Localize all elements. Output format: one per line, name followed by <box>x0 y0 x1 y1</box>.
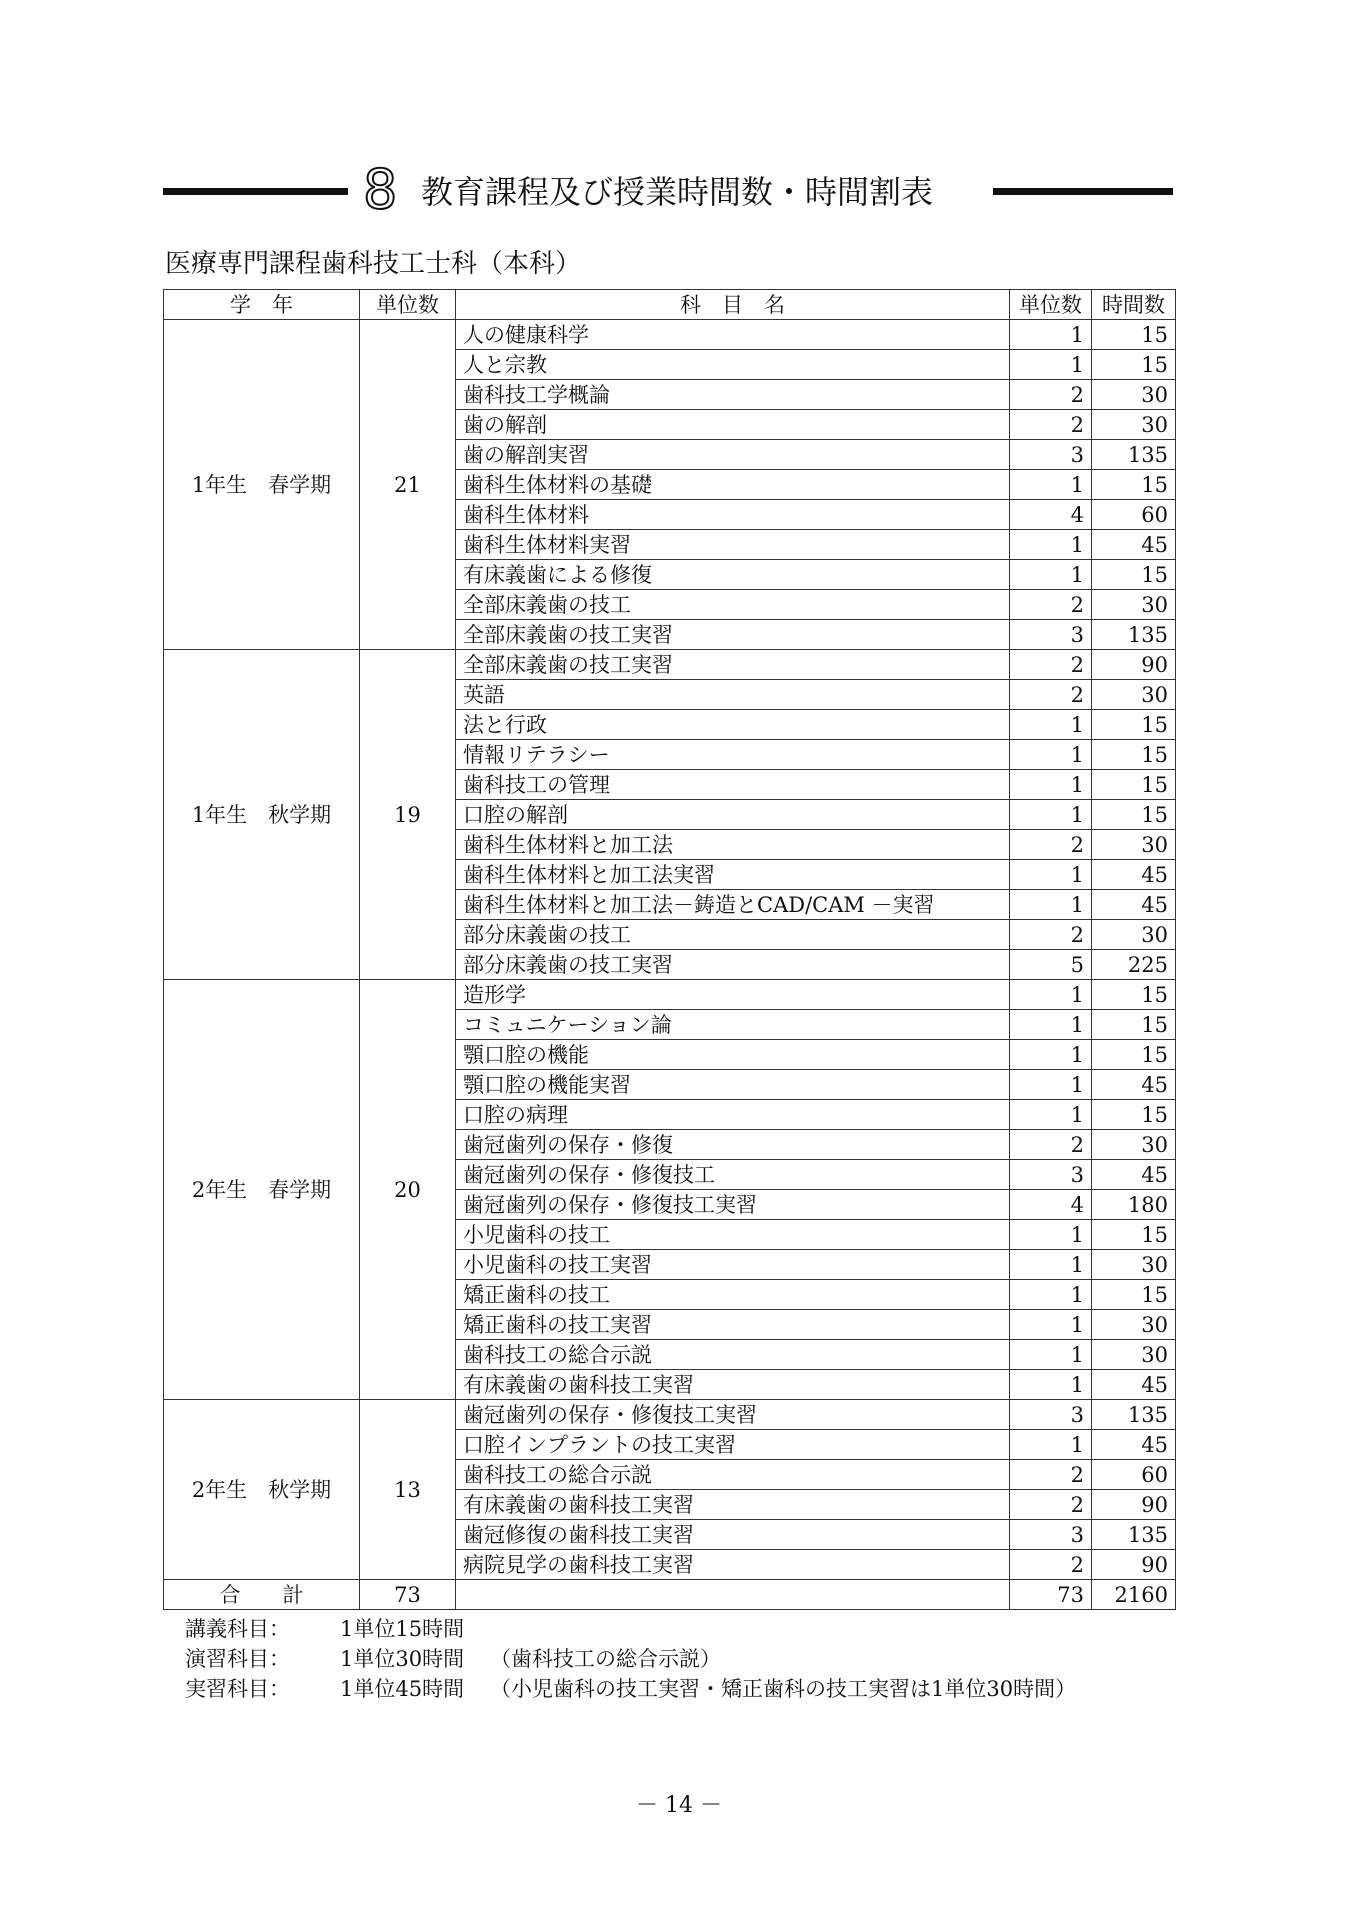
subject-cell: 顎口腔の機能 <box>456 1040 1010 1070</box>
subject-cell: 部分床義歯の技工実習 <box>456 950 1010 980</box>
hours-cell: 180 <box>1092 1190 1176 1220</box>
subject-units-cell: 2 <box>1010 650 1092 680</box>
section-number: 8 <box>363 158 398 221</box>
subject-cell: 歯冠修復の歯科技工実習 <box>456 1520 1010 1550</box>
subject-units-cell: 1 <box>1010 1340 1092 1370</box>
subject-units-cell: 1 <box>1010 800 1092 830</box>
subject-units-cell: 1 <box>1010 1100 1092 1130</box>
subject-cell: 歯の解剖実習 <box>456 440 1010 470</box>
note-value: 1単位30時間 <box>340 1647 465 1671</box>
hours-cell: 30 <box>1092 1250 1176 1280</box>
term-units-cell: 13 <box>360 1400 456 1580</box>
subject-units-cell: 2 <box>1010 1490 1092 1520</box>
subject-cell: 口腔の解剖 <box>456 800 1010 830</box>
subject-units-cell: 1 <box>1010 890 1092 920</box>
subject-cell: 全部床義歯の技工実習 <box>456 650 1010 680</box>
table-header-row <box>164 290 1176 320</box>
hours-cell: 45 <box>1092 1370 1176 1400</box>
subject-cell: 人と宗教 <box>456 350 1010 380</box>
subject-units-cell: 2 <box>1010 380 1092 410</box>
subject-units-cell: 1 <box>1010 1250 1092 1280</box>
subject-units-cell: 5 <box>1010 950 1092 980</box>
subject-units-cell: 1 <box>1010 350 1092 380</box>
subject-cell: 歯科生体材料実習 <box>456 530 1010 560</box>
subject-cell: 有床義歯の歯科技工実習 <box>456 1490 1010 1520</box>
hours-cell: 45 <box>1092 1430 1176 1460</box>
hours-cell: 30 <box>1092 410 1176 440</box>
subject-cell: 歯冠歯列の保存・修復技工実習 <box>456 1400 1010 1430</box>
note-exercise <box>185 1644 1076 1674</box>
hours-cell: 15 <box>1092 470 1176 500</box>
subject-cell: 情報リテラシー <box>456 740 1010 770</box>
subject-cell: 歯の解剖 <box>456 410 1010 440</box>
table-body <box>164 320 1176 1580</box>
subject-cell: 造形学 <box>456 980 1010 1010</box>
subject-units-cell: 2 <box>1010 590 1092 620</box>
hours-cell: 30 <box>1092 1310 1176 1340</box>
total-row <box>164 1580 1176 1610</box>
table-row <box>164 320 1176 350</box>
subject-units-cell: 2 <box>1010 1460 1092 1490</box>
table-row <box>164 650 1176 680</box>
subject-units-cell: 1 <box>1010 1010 1092 1040</box>
hours-cell: 90 <box>1092 1490 1176 1520</box>
hours-cell: 45 <box>1092 1070 1176 1100</box>
subject-cell: 全部床義歯の技工 <box>456 590 1010 620</box>
subject-cell: 歯科生体材料と加工法 <box>456 830 1010 860</box>
hours-cell: 225 <box>1092 950 1176 980</box>
hours-cell: 30 <box>1092 1130 1176 1160</box>
subject-units-cell: 1 <box>1010 860 1092 890</box>
subject-cell: 法と行政 <box>456 710 1010 740</box>
subject-cell: 有床義歯の歯科技工実習 <box>456 1370 1010 1400</box>
hours-cell: 15 <box>1092 1100 1176 1130</box>
subject-cell: 顎口腔の機能実習 <box>456 1070 1010 1100</box>
subject-units-cell: 1 <box>1010 1040 1092 1070</box>
hours-cell: 15 <box>1092 1010 1176 1040</box>
subject-units-cell: 4 <box>1010 1190 1092 1220</box>
subject-units-cell: 1 <box>1010 1430 1092 1460</box>
subject-units-cell: 1 <box>1010 320 1092 350</box>
subject-units-cell: 1 <box>1010 470 1092 500</box>
term-units-cell: 19 <box>360 650 456 980</box>
subject-cell: 有床義歯による修復 <box>456 560 1010 590</box>
hours-cell: 45 <box>1092 530 1176 560</box>
term-cell: 2年生 春学期 <box>164 980 360 1400</box>
hours-cell: 135 <box>1092 620 1176 650</box>
header-subject-units: 単位数 <box>1010 290 1092 320</box>
total-subject-units: 73 <box>1010 1580 1092 1610</box>
header-subject: 科 目 名 <box>456 290 1010 320</box>
section-title: 教育課程及び授業時間数・時間割表 <box>421 173 934 211</box>
subject-units-cell: 1 <box>1010 770 1092 800</box>
subject-units-cell: 1 <box>1010 1370 1092 1400</box>
term-units-cell: 21 <box>360 320 456 650</box>
subject-units-cell: 1 <box>1010 980 1092 1010</box>
subject-units-cell: 2 <box>1010 410 1092 440</box>
subject-cell: 英語 <box>456 680 1010 710</box>
header-rule-left <box>163 188 348 195</box>
hours-cell: 15 <box>1092 1220 1176 1250</box>
hours-cell: 45 <box>1092 860 1176 890</box>
hours-cell: 30 <box>1092 590 1176 620</box>
subject-units-cell: 2 <box>1010 1130 1092 1160</box>
note-label: 実習科目： <box>185 1677 290 1701</box>
subject-units-cell: 1 <box>1010 710 1092 740</box>
subject-units-cell: 3 <box>1010 620 1092 650</box>
hours-cell: 15 <box>1092 740 1176 770</box>
subject-units-cell: 1 <box>1010 740 1092 770</box>
hours-cell: 15 <box>1092 1280 1176 1310</box>
header-units: 単位数 <box>360 290 456 320</box>
subject-cell: 矯正歯科の技工実習 <box>456 1310 1010 1340</box>
note-extra: （小児歯科の技工実習・矯正歯科の技工実習は1単位30時間） <box>490 1677 1077 1701</box>
hours-cell: 15 <box>1092 320 1176 350</box>
hours-cell: 15 <box>1092 980 1176 1010</box>
section-header <box>163 160 1173 224</box>
subject-units-cell: 1 <box>1010 1310 1092 1340</box>
subject-cell: 小児歯科の技工 <box>456 1220 1010 1250</box>
subject-units-cell: 3 <box>1010 440 1092 470</box>
subject-units-cell: 1 <box>1010 1220 1092 1250</box>
hours-cell: 135 <box>1092 440 1176 470</box>
term-cell: 2年生 秋学期 <box>164 1400 360 1580</box>
hours-cell: 15 <box>1092 350 1176 380</box>
header-hours: 時間数 <box>1092 290 1176 320</box>
subject-cell: 病院見学の歯科技工実習 <box>456 1550 1010 1580</box>
subject-units-cell: 2 <box>1010 920 1092 950</box>
total-hours: 2160 <box>1092 1580 1176 1610</box>
total-label: 合 計 <box>164 1580 360 1610</box>
hours-cell: 135 <box>1092 1520 1176 1550</box>
subject-units-cell: 2 <box>1010 1550 1092 1580</box>
subject-cell: 歯冠歯列の保存・修復技工実習 <box>456 1190 1010 1220</box>
subject-cell: 矯正歯科の技工 <box>456 1280 1010 1310</box>
subject-cell: 人の健康科学 <box>456 320 1010 350</box>
subject-cell: 歯科技工の総合示説 <box>456 1340 1010 1370</box>
subject-cell: 歯科技工の総合示説 <box>456 1460 1010 1490</box>
subject-units-cell: 3 <box>1010 1520 1092 1550</box>
subject-cell: 歯科生体材料 <box>456 500 1010 530</box>
subject-units-cell: 1 <box>1010 530 1092 560</box>
table-row <box>164 1400 1176 1430</box>
hours-cell: 90 <box>1092 650 1176 680</box>
subject-units-cell: 2 <box>1010 830 1092 860</box>
total-subject-empty <box>456 1580 1010 1610</box>
curriculum-table <box>163 289 1176 1610</box>
subject-cell: 小児歯科の技工実習 <box>456 1250 1010 1280</box>
subject-cell: 歯科技工の管理 <box>456 770 1010 800</box>
subject-units-cell: 1 <box>1010 1070 1092 1100</box>
subject-cell: 歯科生体材料と加工法－鋳造とCAD/CAM －実習 <box>456 890 1010 920</box>
subject-cell: 歯科生体材料と加工法実習 <box>456 860 1010 890</box>
subject-cell: 歯科技工学概論 <box>456 380 1010 410</box>
note-extra: （歯科技工の総合示説） <box>490 1647 721 1671</box>
term-cell: 1年生 秋学期 <box>164 650 360 980</box>
subject-units-cell: 2 <box>1010 680 1092 710</box>
subject-cell: 口腔インプラントの技工実習 <box>456 1430 1010 1460</box>
note-label: 演習科目： <box>185 1647 290 1671</box>
subject-units-cell: 4 <box>1010 500 1092 530</box>
hours-cell: 90 <box>1092 1550 1176 1580</box>
hours-cell: 45 <box>1092 1160 1176 1190</box>
subject-units-cell: 3 <box>1010 1400 1092 1430</box>
hours-cell: 45 <box>1092 890 1176 920</box>
hours-cell: 15 <box>1092 1040 1176 1070</box>
term-units-cell: 20 <box>360 980 456 1400</box>
hours-cell: 30 <box>1092 830 1176 860</box>
hours-cell: 30 <box>1092 920 1176 950</box>
note-value: 1単位15時間 <box>340 1617 465 1641</box>
page-number: － 14 － <box>636 1793 722 1818</box>
hours-cell: 135 <box>1092 1400 1176 1430</box>
subject-units-cell: 3 <box>1010 1160 1092 1190</box>
header-rule-right <box>993 188 1173 195</box>
subject-cell: 全部床義歯の技工実習 <box>456 620 1010 650</box>
subject-cell: 歯冠歯列の保存・修復技工 <box>456 1160 1010 1190</box>
hours-cell: 15 <box>1092 710 1176 740</box>
subject-units-cell: 1 <box>1010 1280 1092 1310</box>
hours-cell: 60 <box>1092 1460 1176 1490</box>
subject-cell: 歯冠歯列の保存・修復 <box>456 1130 1010 1160</box>
hours-cell: 60 <box>1092 500 1176 530</box>
total-units: 73 <box>360 1580 456 1610</box>
hours-cell: 30 <box>1092 680 1176 710</box>
note-practice <box>185 1674 1076 1704</box>
term-cell: 1年生 春学期 <box>164 320 360 650</box>
hours-cell: 15 <box>1092 770 1176 800</box>
subject-cell: 部分床義歯の技工 <box>456 920 1010 950</box>
note-value: 1単位45時間 <box>340 1677 465 1701</box>
note-label: 講義科目： <box>185 1617 290 1641</box>
note-lecture <box>185 1614 1076 1644</box>
hours-cell: 30 <box>1092 1340 1176 1370</box>
subject-cell: 歯科生体材料の基礎 <box>456 470 1010 500</box>
subject-cell: コミュニケーション論 <box>456 1010 1010 1040</box>
hours-cell: 15 <box>1092 560 1176 590</box>
header-grade: 学 年 <box>164 290 360 320</box>
hours-cell: 15 <box>1092 800 1176 830</box>
table-row <box>164 980 1176 1010</box>
course-subtitle: 医療専門課程歯科技工士科（本科） <box>165 249 582 279</box>
notes <box>185 1614 1076 1704</box>
subject-cell: 口腔の病理 <box>456 1100 1010 1130</box>
subject-units-cell: 1 <box>1010 560 1092 590</box>
hours-cell: 30 <box>1092 380 1176 410</box>
